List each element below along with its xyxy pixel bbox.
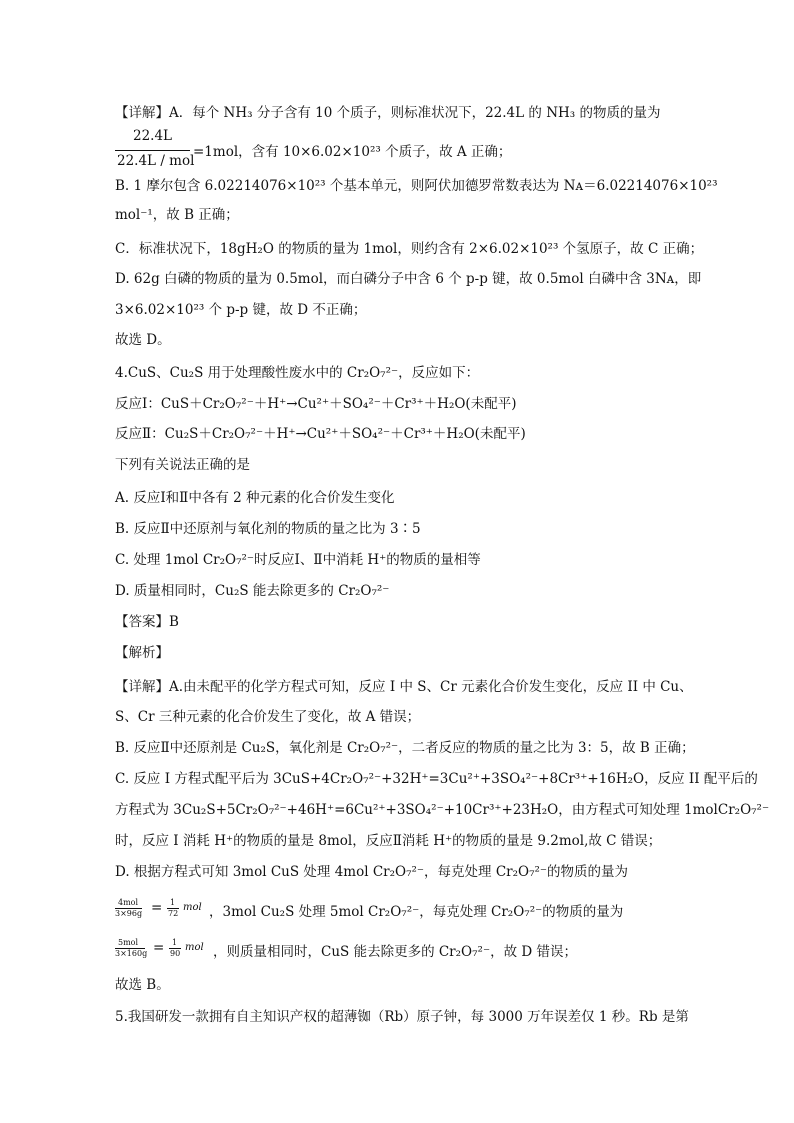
fraction-numerator: 1 [170, 898, 176, 907]
text-line: 故选 B。 [115, 977, 170, 993]
equals-sign: = [153, 940, 165, 956]
unit-label: mol [185, 942, 204, 953]
text-line: C. 反应 I 方程式配平后为 3CuS+4Cr₂O₇²⁻+32H⁺=3Cu²⁺+3SO₄²⁻+8Cr³⁺+16H₂O，反应 II 配平后的 [115, 771, 758, 787]
fraction-numerator: 22.4L [133, 128, 173, 144]
text-line: B. 反应Ⅱ中还原剂是 Cu₂S，氧化剂是 Cr₂O₇²⁻，二者反应的物质的量之比为 3：5，故 B 正确； [115, 740, 695, 756]
text-line: 时，反应 I 消耗 H⁺的物质的量是 8mol，反应Ⅱ消耗 H⁺的物质的量是 9.2mol,故 C 错误； [115, 833, 662, 849]
equals-sign: = [151, 900, 163, 916]
text-line: D. 根据方程式可知 3mol CuS 处理 4mol Cr₂O₇²⁻，每克处理 Cr₂O₇²⁻的物质的量为 [115, 864, 629, 880]
text-line: 方程式为 3Cu₂S+5Cr₂O₇²⁻+46H⁺=6Cu²⁺+3SO₄²⁻+10Cr³⁺+23H₂O，由方程式可知处理 1molCr₂O₇²⁻ [115, 802, 770, 818]
question-stem: 4.CuS、Cu₂S 用于处理酸性废水中的 Cr₂O₇²⁻，反应如下： [115, 365, 480, 381]
text-line: 【详解】A.由未配平的化学方程式可知，反应 I 中 S、Cr 元素化合价发生变化，反应 II 中 Cu、 [115, 679, 693, 695]
text-line: B. 1 摩尔包含 6.02214076×10²³ 个基本单元，则阿伏加德罗常数表达为 Nᴀ＝6.02214076×10²³ [115, 178, 718, 194]
fraction-bar [115, 150, 190, 151]
fraction-tail-text: ，则质量相同时，CuS 能去除更多的 Cr₂O₇²⁻，故 D 错误； [213, 944, 577, 960]
fraction-denominator: 3×96g [115, 909, 143, 918]
fraction-denominator: 3×160g [115, 949, 148, 958]
text-line: mol⁻¹，故 B 正确； [115, 207, 239, 223]
fraction-numerator: 5mol [118, 938, 139, 947]
text-line: 3×6.02×10²³ 个 p-p 键，故 D 不正确； [115, 302, 367, 318]
fraction-denominator: 72 [168, 909, 179, 918]
reaction-2: 反应Ⅱ：Cu₂S＋Cr₂O₇²⁻＋H⁺→Cu²⁺＋SO₄²⁻＋Cr³⁺＋H₂O(未配平) [115, 426, 526, 442]
option-d: D. 质量相同时，Cu₂S 能去除更多的 Cr₂O₇²⁻ [115, 583, 390, 599]
text-line: 【详解】A．每个 NH₃ 分子含有 10 个质子，则标准状况下，22.4L 的 NH₃ 的物质的量为 [115, 105, 661, 121]
question-stem: 5.我国研发一款拥有自主知识产权的超薄铷（Rb）原子钟，每 3000 万年误差仅 1 秒。Rb 是第 [115, 1009, 689, 1025]
option-b: B. 反应Ⅱ中还原剂与氧化剂的物质的量之比为 3∶5 [115, 521, 421, 537]
fraction-denominator: 90 [170, 949, 181, 958]
fraction-numerator: 1 [172, 938, 178, 947]
text-line: C．标准状况下，18gH₂O 的物质的量为 1mol，则约含有 2×6.02×10²³ 个氢原子，故 C 正确； [115, 241, 704, 257]
reaction-1: 反应Ⅰ：CuS＋Cr₂O₇²⁻＋H⁺→Cu²⁺＋SO₄²⁻＋Cr³⁺＋H₂O(未配平) [115, 396, 517, 412]
text-line: S、Cr 三种元素的化合价发生了变化，故 A 错误； [115, 709, 421, 725]
fraction-numerator: 4mol [118, 898, 139, 907]
fraction-denominator: 22.4L / mol [117, 153, 195, 169]
option-c: C. 处理 1mol Cr₂O₇²⁻时反应Ⅰ、Ⅱ中消耗 H⁺的物质的量相等 [115, 552, 481, 568]
unit-label: mol [183, 902, 202, 913]
text-line: 故选 D。 [115, 332, 171, 348]
text-line: D. 62g 白磷的物质的量为 0.5mol，而白磷分子中含 6 个 p-p 键，故 0.5mol 白磷中含 3Nᴀ，即 [115, 271, 702, 287]
fraction-tail-text: ，3mol Cu₂S 处理 5mol Cr₂O₇²⁻，每克处理 Cr₂O₇²⁻的物质的量为 [209, 904, 624, 920]
answer-label: 【答案】B [115, 614, 179, 630]
question-prompt: 下列有关说法正确的是 [115, 457, 250, 473]
fraction-tail-text: =1mol，含有 10×6.02×10²³ 个质子，故 A 正确； [193, 144, 512, 160]
analysis-label: 【解析】 [115, 645, 169, 661]
option-a: A. 反应Ⅰ和Ⅱ中各有 2 种元素的化合价发生变化 [115, 490, 395, 506]
